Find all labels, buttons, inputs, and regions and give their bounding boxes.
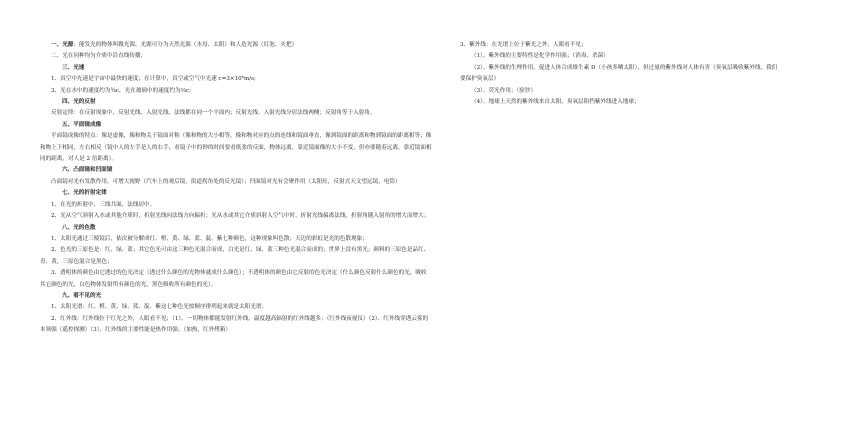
section-8-line-3: 3、透明体的颜色由它透过的色光决定（透过什么颜色的光物体就成什么颜色）；不透明体的颜色由它反射的色光决定（什么颜色反射什么颜色的光，吸收其它颜色的光，白色物体发射所有颜色的光，黑色吸收所有颜色的光）。 [40, 270, 427, 288]
section-5-text: 平面镜成像的特点：像是虚像，像和物关于镜面对称（像和物的大小相等，像和物对应的点的连线和镜面垂直，像到镜面的距离和物到镜面的距离相等；像和物上下相同，左右相反（镜中人的左手是人的右手，看镜子中的钟的时间要看纸张的反面，物体远离，靠近镜面像的大小不变，但亦要随着远离、靠近镜面相同的距离，对人是 2 倍距离）。 [40, 133, 432, 163]
section-3-line-1: 1、真空中光速是宇宙中最快的速度；在计算中，真空或空气中光速 c=3×10⁸m/s; [51, 76, 256, 83]
section-4-heading: 四、光的反射 [62, 99, 96, 106]
section-1-heading: 一、光源 [51, 42, 74, 48]
section-4-text: 反射定律：在反射现象中，反射光线、入射光线、法线都在同一个平面内；反射光线、入射光线分居法线两侧；反射角等于入射角。 [51, 110, 376, 117]
section-1-text: ：能发光的物体叫做光源。光源可分为天然光源（水母、太阳）和人造光源（灯泡、火把） [73, 42, 298, 48]
section-1-light-source [40, 40, 432, 51]
section-8-line-1: 1、太阳光通过三棱镜后，依次被分解成红、橙、黄、绿、蓝、靛、紫七种颜色，这种现象叫色散；天边的彩虹是光的色散现象； [51, 235, 368, 242]
section-9-line-2: 2、红外线：红外线位于红光之外，人眼看不见；（1）、一切物体都能发射红外线，温度越高辐射的红外线越多；（红外线夜视仪）（2）、红外线穿透云雾的本领强（遥控探测）（3）、红外线的主要性能是热作用强；（加热，红外烤箱） [40, 315, 429, 334]
ultraviolet-item-4: （4）、地球上天然的紫外线来自太阳，臭氧层阻挡紫外线进入地球； [471, 99, 640, 106]
section-8-line-2: 2、色光的三原色是：红、绿、蓝；其它色光可由这三种色光混合而成，白光是红、绿、蓝三种色光混合而成的；世界上没有黑光；颜料的三原色是品红、青、黄，三原色混合是黑色； [40, 247, 430, 265]
section-3-heading: 三、光速 [62, 64, 85, 71]
section-8-heading: 八、光的色散 [62, 224, 96, 231]
section-7-heading: 七、光的折射定律 [62, 190, 107, 197]
ultraviolet-item-2: （2）、紫外线的生理作用，促进人体合成维生素 D（小孩多晒太阳），但过量的紫外线对人体有害（臭氧层吸收紫外线，我们要保护臭氧层） [460, 64, 778, 83]
ultraviolet-item-1: （1）、紫外线的主要特性是化学作用强；（消毒、杀菌） [471, 53, 609, 60]
section-7-line-1: 1、在光的折射中，三线共面，法线居中。 [51, 201, 156, 208]
section-6-text: 凸面镜对光有发散作用，可增大视野（汽车上的观后镜，街道拐角处的反光镜）；凹面镜对光有会聚作用（太阳灶，反射式天文望远镜，电筒） [51, 178, 401, 185]
right-column [460, 40, 782, 108]
section-9-heading: 九、看不见的光 [62, 292, 102, 299]
section-9-line-1: 1、太阳光谱：红、橙、黄、绿、蓝、靛、紫这七种色光按顺序排列起来就是太阳光谱； [51, 304, 268, 311]
section-6-heading: 六、凸面镜和凹面镜 [62, 167, 113, 174]
section-2-text: 二、光在同种均匀介质中沿直线传播； [51, 53, 147, 60]
ultraviolet-heading-line: 3、紫外线：在光谱上位于紫光之外，人眼看不见； [460, 42, 587, 48]
section-5-heading: 五、平面镜成像 [62, 121, 102, 128]
ultraviolet-item-3: （3）、荧光作用；（验钞） [471, 87, 537, 94]
section-3-line-2: 3、光在水中的速度约为¾c，光在玻璃中的速度约为⅔c; [51, 87, 192, 94]
section-7-line-2: 2、光从空气斜射入水或其他介质时，折射光线向法线方向偏折；光从水或其它介质斜射入空气中时，折射光线偏离法线，折射角随入射角的增大而增大； [51, 213, 430, 220]
left-column [40, 40, 432, 337]
